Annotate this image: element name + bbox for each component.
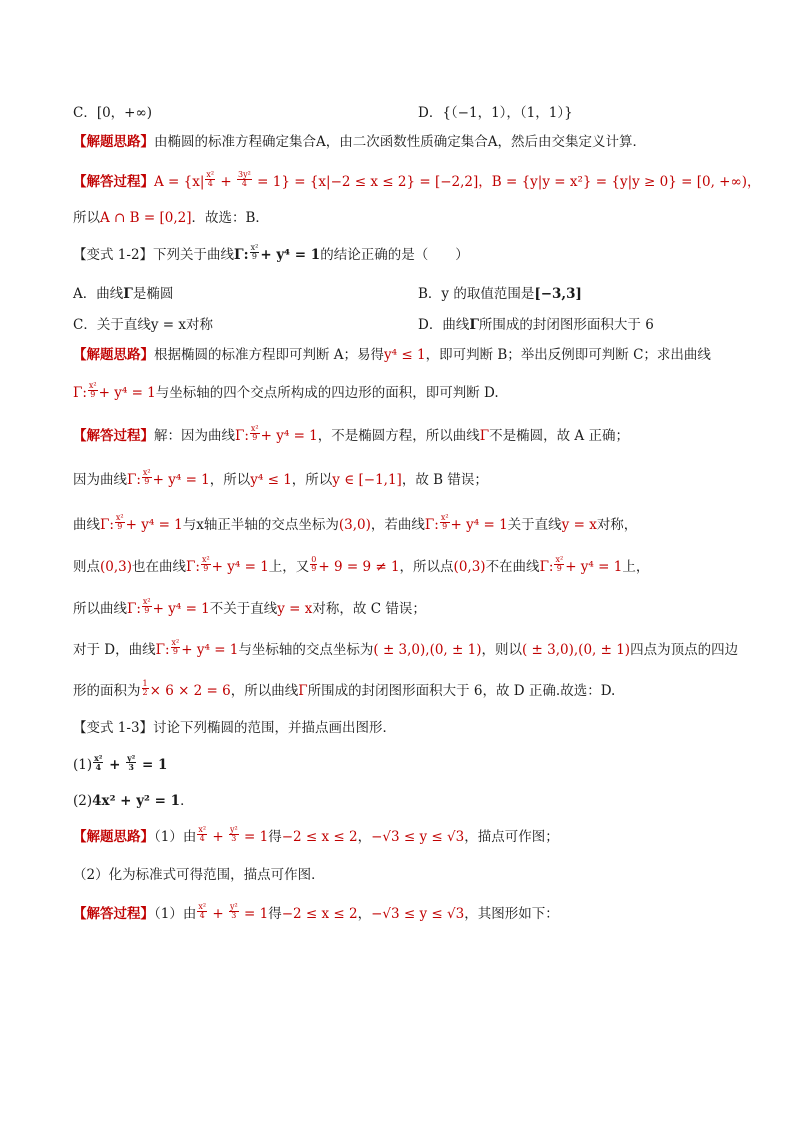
text-run: 关于直线: [507, 517, 562, 533]
text-run: ( ± 3,0),(0, ± 1): [373, 642, 482, 658]
text-run: Γ: [298, 683, 308, 699]
tag-solution-process: 【解答过程】: [73, 174, 154, 190]
fraction: [115, 514, 125, 531]
text-run: ，其图形如下：: [464, 906, 559, 922]
text-run: 【解题思路】: [73, 829, 154, 845]
text-run: 上，又: [268, 559, 310, 575]
text-run: 得: [268, 829, 282, 845]
text-run: C．关于直线: [73, 317, 151, 333]
fraction-numerator: 0: [311, 555, 317, 564]
text-run: 所以: [73, 210, 100, 226]
text-run: 得: [268, 906, 282, 922]
fraction-denominator: 9: [556, 564, 562, 573]
text-run: [100, 513, 183, 533]
fraction: [310, 556, 317, 573]
fraction: [142, 680, 149, 697]
text-run: Γ: [469, 317, 479, 333]
process-line-d1: [73, 638, 739, 659]
text-run: + y⁴ = 1: [152, 601, 210, 617]
text-run: + y⁴ = 1: [152, 472, 210, 488]
fraction-numerator: x²: [250, 243, 259, 252]
text-run: 对称，: [596, 517, 638, 533]
text-run: ，所以: [291, 472, 333, 488]
fraction-denominator: 4: [241, 179, 247, 188]
variant-1-2-question: [73, 243, 469, 264]
text-run: ( ± 3,0),(0, ± 1): [521, 642, 631, 658]
text-run: (3,0): [338, 517, 371, 533]
text-run: Γ:: [235, 428, 249, 444]
text-run: 则点: [73, 559, 100, 575]
fraction: [142, 469, 152, 486]
text-run: [127, 597, 210, 617]
process-line-c3: [73, 597, 426, 618]
tag-solution-idea: 【解题思路】: [73, 134, 154, 150]
fraction-denominator: 9: [251, 252, 258, 261]
text-run: 不是椭圆，故 A 正确；: [489, 428, 629, 444]
fraction: [229, 903, 239, 920]
text-run: [127, 468, 210, 488]
text-run: 对于 D，曲线: [73, 642, 156, 658]
solution-idea-3: [73, 825, 559, 846]
text-run: ．: [180, 793, 194, 809]
fraction-denominator: 9: [117, 522, 123, 531]
text-run: −2 ≤ x ≤ 2: [281, 829, 358, 845]
fraction-denominator: 9: [144, 477, 150, 486]
text-run: 不关于直线: [209, 601, 278, 617]
conclusion-line: [73, 209, 269, 227]
text-run: +: [212, 829, 224, 845]
text-run: （1）由: [154, 906, 197, 922]
text-run: 与x轴正半轴的交点坐标为: [182, 517, 339, 533]
text-run: 曲线: [73, 517, 100, 533]
fraction-numerator: y²: [127, 753, 136, 763]
option-row-cd-2: [73, 316, 654, 334]
fraction: [197, 826, 207, 843]
text-run: [155, 638, 239, 658]
option-c: C．[0，+∞): [73, 105, 153, 121]
text-run: ，不是椭圆方程，所以曲线: [317, 428, 480, 444]
text-run: Γ:: [127, 601, 141, 617]
variant-1-3-question: [73, 719, 396, 737]
text-run: ，所以曲线: [230, 683, 299, 699]
text-run: [186, 555, 269, 575]
text-run: 对称: [185, 317, 213, 333]
fraction: [88, 382, 98, 399]
text-run: Γ:: [539, 559, 554, 575]
fraction-denominator: 3: [128, 762, 134, 772]
fraction: [93, 754, 103, 771]
text-run: y ∈ [−1,1]: [332, 472, 402, 488]
text-run: 与坐标轴的四个交点所构成的四边形的面积，即可判断 D.: [155, 385, 499, 401]
text-run: Γ: [479, 428, 490, 444]
fraction-denominator: 4: [199, 834, 205, 843]
fraction-numerator: x²: [115, 513, 124, 522]
text-run: 所以曲线: [73, 601, 127, 617]
text-run: 不在曲线: [485, 559, 540, 575]
fraction-numerator: x²: [250, 424, 259, 433]
fraction-numerator: x²: [198, 825, 207, 834]
fraction-numerator: x²: [142, 597, 151, 606]
text-run: + 9 = 9 ≠ 1: [318, 559, 400, 575]
fraction: [171, 639, 181, 656]
fraction-numerator: x²: [142, 468, 151, 477]
text-run: y = x: [150, 317, 186, 333]
solution-idea-3-cont: [73, 866, 325, 884]
text-run: y⁴ ≤ 1: [250, 472, 292, 488]
sub-question-2: [73, 792, 194, 810]
text-run: 上，: [622, 559, 650, 575]
solution-process-3: [73, 902, 559, 923]
text-run: +: [220, 174, 232, 190]
fraction-numerator: x²: [555, 555, 564, 564]
text-run: Γ:: [127, 472, 141, 488]
text-run: 也在曲线: [132, 559, 187, 575]
text-run: [309, 555, 400, 575]
text-run: ．故选：B．: [191, 210, 269, 226]
fraction-denominator: 9: [311, 564, 317, 573]
fraction-denominator: 3: [231, 834, 237, 843]
text-run: = 1} = {x|−2 ≤ x ≤ 2} = [−2,2]，B = {y|y = x²} = {y|y ≥ 0} = [0, +∞)，: [257, 174, 761, 190]
fraction: [554, 556, 564, 573]
text-run: y⁴ ≤ 1: [384, 347, 426, 363]
text-run: 【解答过程】: [73, 906, 154, 922]
text-run: 解：因为曲线: [154, 428, 235, 444]
solution-idea-2-cont: [73, 381, 499, 402]
fraction-denominator: 4: [199, 911, 205, 920]
fraction-numerator: x²: [440, 513, 449, 522]
text-run: A ∩ B = [0,2]: [100, 210, 192, 226]
text-run: ，: [357, 829, 372, 845]
set-a-expr: [154, 170, 761, 190]
text-run: +: [212, 906, 224, 922]
text-run: [−3,3]: [534, 286, 582, 302]
option-a: [73, 286, 173, 302]
fraction-numerator: x²: [171, 638, 180, 647]
fraction: [205, 171, 215, 188]
text-run: Γ: [123, 286, 133, 302]
text-run: [196, 902, 269, 922]
fraction-denominator: 9: [90, 390, 96, 399]
option-d-2: [418, 316, 654, 334]
option-d: D．{（−1，1），（1，1）}: [418, 105, 573, 121]
text-run: y = x: [561, 517, 597, 533]
process-line-c1: [73, 513, 638, 534]
fraction: [250, 425, 260, 442]
solution-process-1: [73, 170, 761, 191]
text-run: 所围成的封闭图形面积大于 6: [478, 317, 654, 333]
fraction-numerator: x²: [88, 381, 97, 390]
fraction-numerator: x²: [206, 170, 215, 179]
process-line-d2: [73, 679, 616, 700]
text-run: Γ:: [100, 517, 114, 533]
text-run: (0,3): [453, 559, 486, 575]
text-run: 根据椭圆的标准方程即可判断 A；易得: [154, 347, 385, 363]
text-run: + y⁴ = 1: [211, 559, 269, 575]
text-run: 所围成的封闭图形面积大于 6，故 D 正确.故选：D.: [307, 683, 616, 699]
fraction: [229, 826, 239, 843]
text-run: (1): [73, 757, 93, 773]
text-run: × 6 × 2 = 6: [149, 683, 231, 699]
fraction-denominator: 4: [95, 762, 102, 772]
text-run: ，即可判断 B；举出反例即可判断 C；求出曲线: [425, 347, 711, 363]
fraction-numerator: x²: [94, 753, 103, 763]
text-run: [539, 555, 623, 575]
fraction: [250, 244, 260, 261]
fraction-denominator: 3: [231, 911, 237, 920]
fraction: [201, 556, 211, 573]
text-run: ，所以点: [399, 559, 454, 575]
text-run: 【解题思路】: [73, 347, 154, 363]
text-run: + y⁴ = 1: [260, 428, 318, 444]
fraction-numerator: y²: [229, 902, 238, 911]
text-run: Γ:: [424, 517, 439, 533]
text-run: y = x: [277, 601, 313, 617]
text-run: [92, 753, 168, 773]
option-b: [418, 285, 582, 303]
text-run: Γ:: [155, 642, 170, 658]
fraction-numerator: y²: [229, 825, 238, 834]
fraction-numerator: x²: [198, 902, 207, 911]
text-run: Γ:: [186, 559, 200, 575]
text-run: + y⁴ = 1: [181, 642, 239, 658]
text-run: [141, 679, 231, 699]
text-run: ，则以: [481, 642, 522, 658]
fraction-denominator: 4: [207, 179, 213, 188]
fraction: [126, 754, 136, 771]
fraction-denominator: 9: [442, 522, 448, 531]
text-run: A = {x|: [154, 174, 205, 190]
text-run: −2 ≤ x ≤ 2: [281, 906, 358, 922]
text-run: （2）化为标准式可得范围，描点可作图．: [73, 867, 325, 883]
solution-idea-2: [73, 346, 711, 364]
text-run: 是椭圆: [132, 286, 174, 302]
text-run: 因为曲线: [73, 472, 127, 488]
solution-process-2: [73, 424, 629, 445]
text-run: [235, 424, 318, 444]
fraction-numerator: 1: [142, 679, 148, 688]
text-run: 【变式 1-3】讨论下列椭圆的范围，并描点画出图形．: [73, 720, 397, 736]
fraction-denominator: 9: [252, 433, 258, 442]
text-run: ，故 B 错误；: [401, 472, 488, 488]
text-run: [424, 513, 508, 533]
text-run: （1）由: [154, 829, 197, 845]
option-row-cd: [73, 104, 573, 122]
text-run: = 1: [141, 757, 168, 773]
process-line-b: [73, 468, 488, 489]
text-run: ，: [357, 906, 372, 922]
option-row-ab: [73, 285, 582, 303]
text-run: ，若曲线: [370, 517, 425, 533]
text-run: +: [109, 757, 121, 773]
sub-question-1: [73, 753, 168, 774]
fraction: [237, 171, 252, 188]
text-run: Γ:: [234, 247, 249, 263]
text-run: 对称，故 C 错误；: [312, 601, 426, 617]
text-run: + y⁴ = 1: [125, 517, 183, 533]
text-run: 4x² + y² = 1: [92, 793, 181, 809]
text-run: + y⁴ = 1: [565, 559, 623, 575]
solution-idea-1: [73, 133, 646, 151]
text-run: = 1: [244, 906, 269, 922]
fraction-denominator: 2: [142, 688, 148, 697]
fraction-denominator: 9: [203, 564, 209, 573]
text-run: A．曲线: [73, 286, 124, 302]
fraction-denominator: 9: [144, 606, 150, 615]
text-run: [196, 825, 269, 845]
text-run: (0,3): [100, 559, 133, 575]
text-run: + y⁴ = 1: [98, 385, 156, 401]
text-run: −√3 ≤ y ≤ √3: [371, 906, 465, 922]
fraction-numerator: 3y²: [238, 170, 251, 179]
text-run: 【变式 1-2】下列关于曲线: [73, 247, 235, 263]
fraction-numerator: x²: [201, 555, 210, 564]
fraction: [142, 598, 152, 615]
text-run: (2): [73, 793, 93, 809]
text-run: −√3 ≤ y ≤ √3: [371, 829, 465, 845]
fraction: [197, 903, 207, 920]
text-run: B．y 的取值范围是: [418, 286, 535, 302]
text-run: 四点为顶点的四边: [630, 642, 739, 658]
fraction: [440, 514, 450, 531]
text-run: D．曲线: [418, 317, 470, 333]
fraction-denominator: 9: [172, 647, 178, 656]
text-run: ，描点可作图；: [464, 829, 559, 845]
text-run: ，所以: [209, 472, 251, 488]
option-c-2: [73, 317, 213, 333]
text-run: 形的面积为: [73, 683, 141, 699]
text-run: 与坐标轴的交点坐标为: [238, 642, 374, 658]
text-run: [73, 381, 156, 401]
process-line-c2: [73, 555, 650, 576]
text-run: + y⁴ = 1: [260, 247, 321, 263]
idea-text: 由椭圆的标准方程确定集合A，由二次函数性质确定集合A，然后由交集定义计算．: [154, 134, 646, 150]
text-run: + y⁴ = 1: [450, 517, 508, 533]
text-run: = 1: [244, 829, 269, 845]
text-run: 的结论正确的是（ ）: [320, 247, 469, 263]
text-run: 【解答过程】: [73, 428, 154, 444]
text-run: Γ:: [73, 385, 87, 401]
